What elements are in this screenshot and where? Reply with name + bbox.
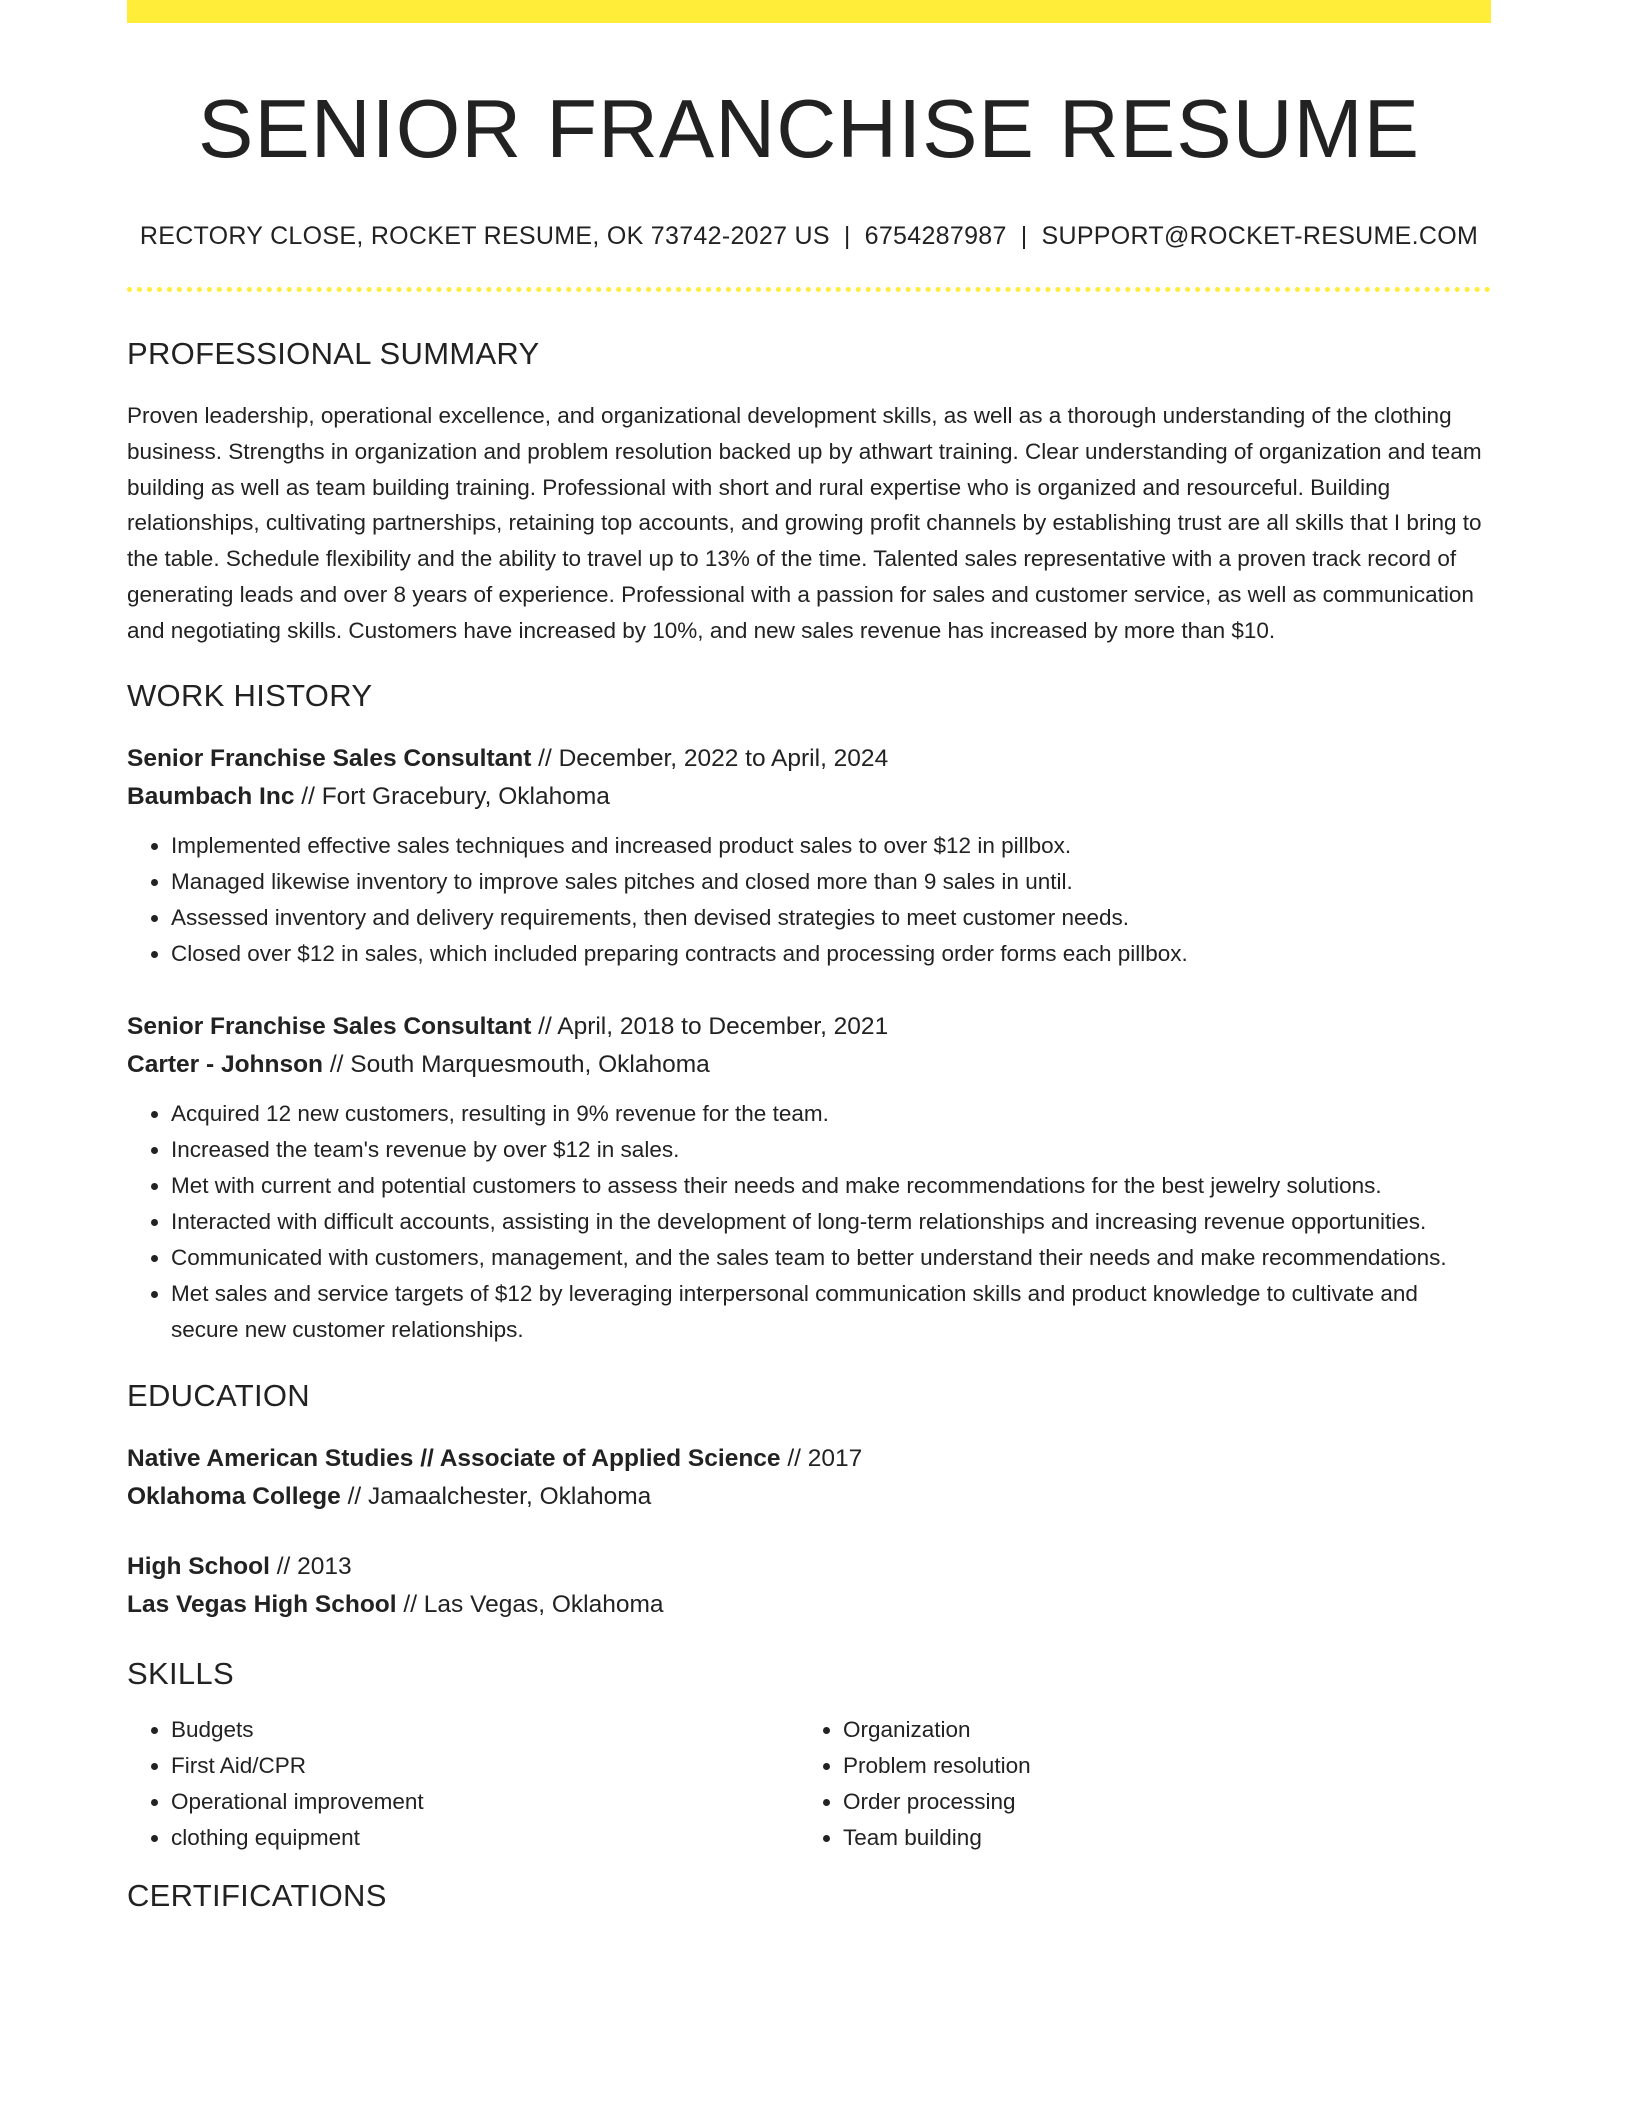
section-title-education: EDUCATION xyxy=(127,1378,310,1414)
skills-grid xyxy=(127,1712,1491,1856)
contact-address: RECTORY CLOSE, ROCKET RESUME, OK 73742-2027 US xyxy=(139,222,830,251)
skills-column-right xyxy=(799,1712,1471,1856)
job-title-line xyxy=(127,1008,1491,1046)
contact-email: SUPPORT@ROCKET-RESUME.COM xyxy=(1041,222,1479,251)
list-item: • Organization xyxy=(843,1712,1471,1748)
skills-list xyxy=(799,1712,1471,1856)
list-item: • Communicated with customers, management, and the sales team to better understand their needs and make recommendations. xyxy=(171,1240,1491,1276)
accent-top-bar xyxy=(127,0,1491,23)
job-location: // Fort Gracebury, Oklahoma xyxy=(294,783,610,811)
education-school: Oklahoma College xyxy=(127,1483,341,1511)
job-dates: // December, 2022 to April, 2024 xyxy=(531,745,889,773)
job-role: Senior Franchise Sales Consultant xyxy=(127,1013,532,1041)
list-item: • Increased the team's revenue by over $12 in sales. xyxy=(171,1132,1491,1168)
list-item: • First Aid/CPR xyxy=(171,1748,799,1784)
education-degree-line xyxy=(127,1440,1491,1478)
contact-line xyxy=(127,222,1491,251)
contact-phone: 6754287987 xyxy=(864,222,1007,251)
education-degree: Native American Studies // Associate of Applied Science xyxy=(127,1445,781,1473)
dotted-divider xyxy=(127,287,1491,292)
job-bullets xyxy=(127,828,1491,972)
skills-list xyxy=(127,1712,799,1856)
job-title-line xyxy=(127,740,1491,778)
education-entry xyxy=(127,1440,1491,1516)
job-entry xyxy=(127,740,1491,972)
job-company: Carter - Johnson xyxy=(127,1051,324,1079)
list-item: • Order processing xyxy=(843,1784,1471,1820)
job-bullets xyxy=(127,1096,1491,1348)
education-school-line xyxy=(127,1478,1491,1516)
list-item: • Interacted with difficult accounts, assisting in the development of long-term relationships and increasing revenue opportunities. xyxy=(171,1204,1491,1240)
list-item: • Budgets xyxy=(171,1712,799,1748)
education-location: // Jamaalchester, Oklahoma xyxy=(340,1483,652,1511)
section-title-summary: PROFESSIONAL SUMMARY xyxy=(127,336,540,372)
summary-paragraph: Proven leadership, operational excellence, and organizational development skills, as well as a thorough understanding of the clothing business. Strengths in organization and problem resolution backed up by athwart training. Clear understanding of organization and team building as well as team building training. Professional with short and rural expertise who is organized and resourceful. Building relationships, cultivating partnerships, retaining top accounts, and growing profit channels by establishing trust are all skills that I bring to the table. Schedule flexibility and the ability to travel up to 13% of the time. Talented sales representative with a proven track record of generating leads and over 8 years of experience. Professional with a passion for sales and customer service, as well as communication and negotiating skills. Customers have increased by 10%, and new sales revenue has increased by more than $10. xyxy=(127,403,1482,643)
section-title-skills: SKILLS xyxy=(127,1656,234,1692)
education-entry xyxy=(127,1548,1491,1624)
list-item: • Implemented effective sales techniques and increased product sales to over $12 in pillbox. xyxy=(171,828,1491,864)
list-item: • Closed over $12 in sales, which included preparing contracts and processing order forms each pillbox. xyxy=(171,936,1491,972)
list-item: • Managed likewise inventory to improve sales pitches and closed more than 9 sales in until. xyxy=(171,864,1491,900)
list-item: • Met sales and service targets of $12 by leveraging interpersonal communication skills and product knowledge to cultivate and secure new customer relationships. xyxy=(171,1276,1491,1348)
skills-column-left xyxy=(127,1712,799,1856)
contact-separator: | xyxy=(1020,222,1028,251)
contact-separator: | xyxy=(843,222,851,251)
education-location: // Las Vegas, Oklahoma xyxy=(396,1591,664,1619)
education-degree-line xyxy=(127,1548,1491,1586)
job-company-line xyxy=(127,1046,1491,1084)
education-year: // 2017 xyxy=(780,1445,863,1473)
resume-page xyxy=(127,0,1491,1914)
education-year: // 2013 xyxy=(269,1553,352,1581)
section-title-certifications: CERTIFICATIONS xyxy=(127,1878,387,1914)
job-location: // South Marquesmouth, Oklahoma xyxy=(323,1051,710,1079)
education-degree: High School xyxy=(127,1553,270,1581)
list-item: • Acquired 12 new customers, resulting in 9% revenue for the team. xyxy=(171,1096,1491,1132)
list-item: • clothing equipment xyxy=(171,1820,799,1856)
job-role: Senior Franchise Sales Consultant xyxy=(127,745,532,773)
education-school: Las Vegas High School xyxy=(127,1591,397,1619)
resume-title: SENIOR FRANCHISE RESUME xyxy=(197,82,1421,175)
job-company: Baumbach Inc xyxy=(127,783,295,811)
section-title-work-history: WORK HISTORY xyxy=(127,678,373,714)
education-school-line xyxy=(127,1586,1491,1624)
job-entry xyxy=(127,1008,1491,1348)
list-item: • Problem resolution xyxy=(843,1748,1471,1784)
list-item: • Assessed inventory and delivery requirements, then devised strategies to meet customer needs. xyxy=(171,900,1491,936)
job-company-line xyxy=(127,778,1491,816)
list-item: • Operational improvement xyxy=(171,1784,799,1820)
list-item: • Met with current and potential customers to assess their needs and make recommendations for the best jewelry solutions. xyxy=(171,1168,1491,1204)
list-item: • Team building xyxy=(843,1820,1471,1856)
job-dates: // April, 2018 to December, 2021 xyxy=(531,1013,889,1041)
